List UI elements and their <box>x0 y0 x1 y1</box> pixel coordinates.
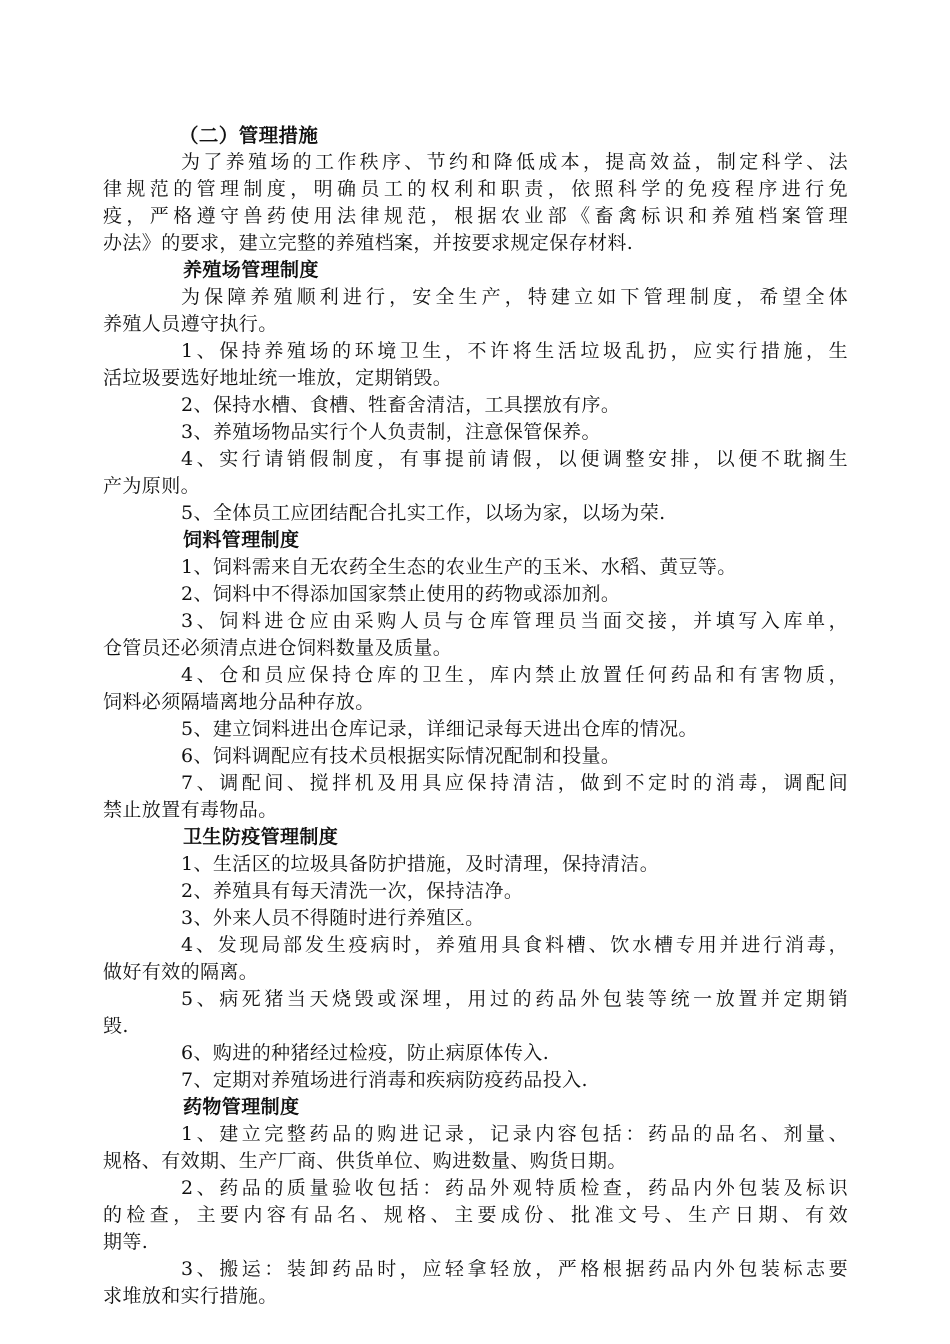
list-item-line: 3、搬运：装卸药品时，应轻拿轻放，严格根据药品内外包装标志要 <box>181 1258 848 1280</box>
list-item-line: 产为原则。 <box>103 475 201 497</box>
list-item-line: 1、生活区的垃圾具备防护措施，及时清理，保持清洁。 <box>181 853 660 875</box>
subsection-heading: 药物管理制度 <box>183 1096 300 1118</box>
list-item-line: 5、全体员工应团结配合扎实工作，以场为家，以场为荣. <box>181 502 666 524</box>
paragraph-line: 疫，严格遵守兽药使用法律规范，根据农业部《畜禽标识和养殖档案管理 <box>103 205 848 227</box>
list-item-line: 禁止放置有毒物品。 <box>103 799 278 821</box>
list-item-line: 7、调配间、搅拌机及用具应保持清洁，做到不定时的消毒，调配间 <box>181 772 848 794</box>
list-item-line: 1、建立完整药品的购进记录，记录内容包括：药品的品名、剂量、 <box>181 1123 848 1145</box>
list-item-line: 饲料必须隔墙离地分品种存放。 <box>103 691 375 713</box>
paragraph-line: 为保障养殖顺利进行，安全生产，特建立如下管理制度，希望全体 <box>181 286 848 308</box>
list-item-line: 6、饲料调配应有技术员根据实际情况配制和投量。 <box>181 745 621 767</box>
list-item-line: 2、饲料中不得添加国家禁止使用的药物或添加剂。 <box>181 583 621 605</box>
list-item-line: 毁. <box>103 1015 129 1037</box>
list-item-line: 期等. <box>103 1231 149 1253</box>
list-item-line: 3、养殖场物品实行个人负责制，注意保管保养。 <box>181 421 601 443</box>
list-item-line: 7、定期对养殖场进行消毒和疾病防疫药品投入. <box>181 1069 588 1091</box>
list-item-line: 4、实行请销假制度，有事提前请假，以便调整安排，以便不耽搁生 <box>181 448 848 470</box>
paragraph-line: 养殖人员遵守执行。 <box>103 313 278 335</box>
list-item-line: 的检查，主要内容有品名、规格、主要成份、批准文号、生产日期、有效 <box>103 1204 848 1226</box>
list-item-line: 5、病死猪当天烧毁或深埋，用过的药品外包装等统一放置并定期销 <box>181 988 848 1010</box>
list-item-line: 仓管员还必须清点进仓饲料数量及质量。 <box>103 637 453 659</box>
subsection-heading: 饲料管理制度 <box>183 529 300 551</box>
paragraph-line: 律规范的管理制度，明确员工的权利和职责，依照科学的免疫程序进行免 <box>103 178 848 200</box>
list-item-line: 4、发现局部发生疫病时，养殖用具食料槽、饮水槽专用并进行消毒， <box>181 934 848 956</box>
list-item-line: 2、养殖具有每天清洗一次，保持洁净。 <box>181 880 524 902</box>
list-item-line: 求堆放和实行措施。 <box>103 1285 278 1307</box>
list-item-line: 1、保持养殖场的环境卫生，不许将生活垃圾乱扔，应实行措施，生 <box>181 340 848 362</box>
subsection-heading: 卫生防疫管理制度 <box>183 826 339 848</box>
list-item-line: 2、药品的质量验收包括：药品外观特质检查，药品内外包装及标识 <box>181 1177 848 1199</box>
list-item-line: 2、保持水槽、食槽、牲畜舍清洁，工具摆放有序。 <box>181 394 621 416</box>
list-item-line: 4、仓和员应保持仓库的卫生，库内禁止放置任何药品和有害物质， <box>181 664 848 686</box>
list-item-line: 5、建立饲料进出仓库记录，详细记录每天进出仓库的情况。 <box>181 718 698 740</box>
section-heading: （二）管理措施 <box>179 124 319 147</box>
document-body <box>103 122 848 1310</box>
list-item-line: 3、外来人员不得随时进行养殖区。 <box>181 907 485 929</box>
list-item-line: 1、饲料需来自无农药全生态的农业生产的玉米、水稻、黄豆等。 <box>181 556 737 578</box>
paragraph-line: 为了养殖场的工作秩序、节约和降低成本，提高效益，制定科学、法 <box>181 151 848 173</box>
list-item-line: 规格、有效期、生产厂商、供货单位、购进数量、购货日期。 <box>103 1150 627 1172</box>
list-item-line: 3、饲料进仓应由采购人员与仓库管理员当面交接，并填写入库单， <box>181 610 848 632</box>
paragraph-line: 办法》的要求，建立完整的养殖档案，并按要求规定保存材料. <box>103 232 634 254</box>
list-item-line: 6、购进的种猪经过检疫，防止病原体传入. <box>181 1042 550 1064</box>
subsection-heading: 养殖场管理制度 <box>183 259 319 281</box>
list-item-line: 做好有效的隔离。 <box>103 961 259 983</box>
list-item-line: 活垃圾要选好地址统一堆放，定期销毁。 <box>103 367 453 389</box>
